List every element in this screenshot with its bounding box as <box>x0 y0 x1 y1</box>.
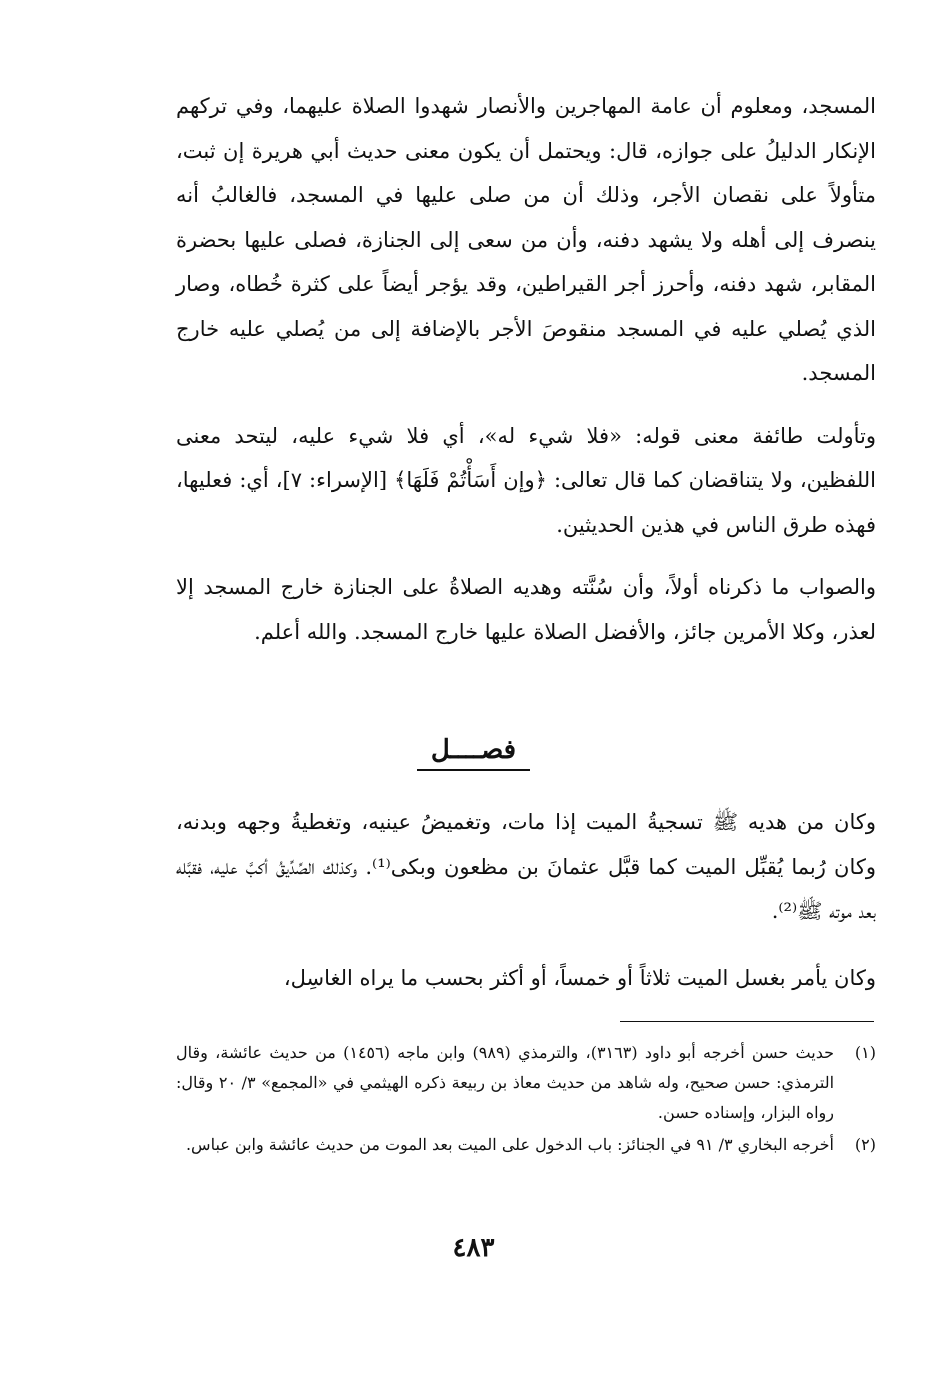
footnote-2 <box>176 1130 876 1160</box>
page-number: ٤٨٣ <box>452 1233 495 1263</box>
paragraph-4: وكان من هديه ﷺ تسجيةُ الميت إذا مات، وتغميضُ عينيه، وتغطيةُ وجهه وبدنه، وكان رُبما يُقبِّل الميت كما قبَّل عثمانَ بن مظعون وبكى⁽¹⁾. وكذلك الصِّدِّيقُ أكبَّ عليه، فقبَّله بعد موته ﷺ⁽²⁾. <box>176 810 876 923</box>
paragraph-1: المسجد، ومعلوم أن عامة المهاجرين والأنصار شهدوا الصلاة عليهما، وفي تركهم الإنكار الدليلُ على جوازه، قال: ويحتمل أن يكون معنى حديث أبي هريرة إن ثبت، متأولاً على نقصان الأجر، وذلك أن من صلى عليها في المسجد، فالغالبُ أنه ينصرف إلى أهله ولا يشهد دفنه، وأن من سعى إلى الجنازة، فصلى عليها بحضرة المقابر، شهد دفنه، وأحرز أجر القيراطين، وقد يؤجر أيضاً على كثرة خُطاه، وصار الذي يُصلي عليه في المسجد منقوصَ الأجر بالإضافة إلى من يُصلي عليه خارج المسجد. <box>176 94 876 385</box>
footnote-divider <box>620 1021 874 1022</box>
section-heading-text: فصــــل <box>417 735 530 771</box>
footnotes <box>176 1038 876 1162</box>
paragraph-5: وكان يأمر بغسل الميت ثلاثاً أو خمساً، أو أكثر بحسب ما يراه الغاسِل، <box>283 966 876 990</box>
footnote-number: (١) <box>854 1043 876 1062</box>
paragraph-3: والصواب ما ذكرناه أولاً، وأن سُنَّته وهديه الصلاةُ على الجنازة خارج المسجد إلا لعذر، وكلا الأمرين جائز، والأفضل الصلاة عليها خارج المسجد. والله أعلم. <box>176 575 876 644</box>
paragraph-2: وتأولت طائفة معنى قوله: «فلا شيء له»، أي فلا شيء عليه، ليتحد معنى اللفظين، ولا يتناقضان كما قال تعالى: ﴿وإن أَسَأْتُمْ فَلَهَا﴾ [الإسراء: ٧]، أي: فعليها، فهذه طرق الناس في هذين الحديثين. <box>176 423 876 537</box>
footnote-1 <box>176 1038 876 1128</box>
section-heading <box>0 730 947 770</box>
main-text-continued <box>176 800 876 952</box>
footnote-text: حديث حسن أخرجه أبو داود (٣١٦٣)، والترمذي (٩٨٩) وابن ماجه (١٤٥٦) من حديث عائشة، وقال الترمذي: حسن صحيح، وله شاهد من حديث معاذ بن ربيعة ذكره الهيثمي في «المجمع» ٣/ ٢٠ وقال: رواه البزار، وإسناده حسن. <box>176 1043 835 1122</box>
footnote-number: (٢) <box>854 1135 876 1154</box>
footnote-text: أخرجه البخاري ٣/ ٩١ في الجنائز: باب الدخول على الميت بعد الموت من حديث عائشة وابن عباس. <box>185 1135 834 1154</box>
main-text <box>176 84 876 672</box>
